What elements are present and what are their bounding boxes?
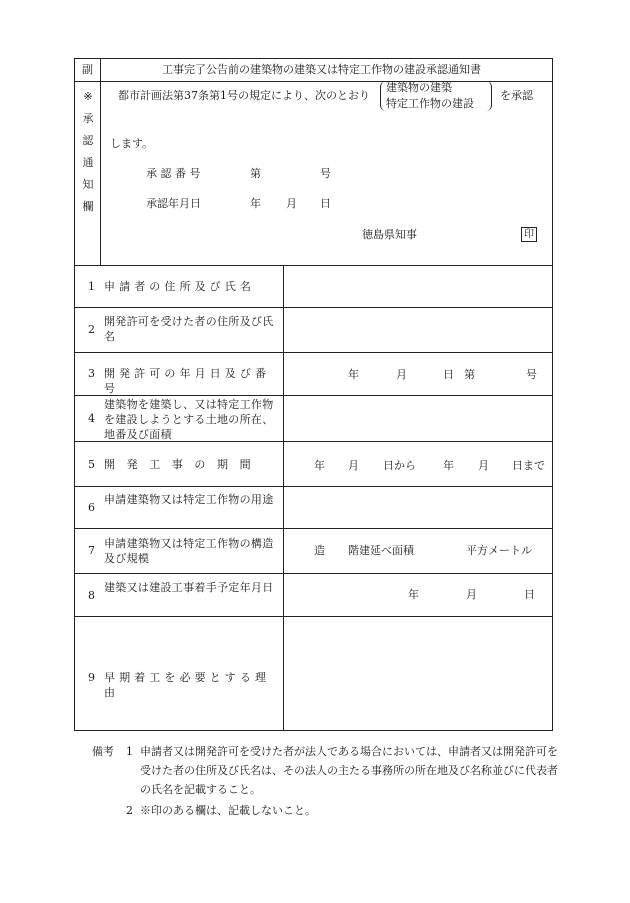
document-title: 工事完了公告前の建築物の建築又は特定工作物の建設承認通知書	[162, 63, 481, 76]
row-number: 3	[88, 367, 95, 380]
row-divider	[74, 307, 553, 308]
period-start-year: 年	[314, 459, 325, 472]
copy-mark: 副	[82, 63, 93, 76]
start-day: 日	[524, 588, 535, 601]
row-number: 6	[88, 501, 95, 514]
permit-year: 年	[348, 368, 359, 381]
row-number: 4	[88, 412, 95, 425]
notice-divider	[74, 265, 553, 266]
permit-month: 月	[396, 368, 407, 381]
approval-notice-side-label: ※ 承 認 通 知 欄	[82, 90, 94, 213]
label-column-divider	[283, 265, 284, 731]
start-year: 年	[408, 588, 419, 601]
row-label-work-period: 開 発 工 事 の 期 間	[104, 458, 251, 471]
row-number: 9	[88, 671, 95, 684]
notice-line1-suffix: を承認	[500, 89, 533, 102]
remark-text: 申請者又は開発許可を受けた者が法人である場合においては、申請者又は開発許可を受けた者の住所及び氏名は、その法人の主たる事務所の所在地及び名称並びに代表者の氏名を記載すること。	[140, 745, 558, 796]
row-number: 2	[88, 323, 95, 336]
issuer-name: 徳島県知事	[362, 228, 417, 241]
row-number: 7	[88, 544, 95, 557]
option-structure: 特定工作物の建設	[386, 97, 474, 110]
floor-area-label: 階建延べ面積	[348, 544, 414, 557]
approval-number-label: 承 認 番 号	[146, 167, 201, 180]
row-label-reason: 早 期 着 工 を 必 要 と す る 理 由	[104, 671, 267, 699]
approval-date-day: 日	[320, 197, 331, 210]
row-number: 8	[88, 589, 95, 602]
row-label-permit-holder: 開発許可を受けた者の住所及び氏名	[104, 315, 274, 343]
row-label-applicant: 申 請 者 の 住 所 及 び 氏 名	[104, 280, 252, 293]
option-building: 建築物の建築	[386, 81, 452, 94]
approval-date-year: 年	[250, 197, 261, 210]
approval-number-suffix: 号	[320, 167, 331, 180]
row-label-structure: 申請建築物又は特定工作物の構造及び規模	[104, 537, 274, 565]
row-divider	[74, 573, 553, 574]
area-unit: 平方メートル	[466, 544, 532, 557]
row-label-use: 申請建築物又は特定工作物の用途	[104, 493, 274, 506]
permit-number-prefix: 第	[464, 368, 475, 381]
row-number: 1	[88, 280, 95, 293]
row-divider	[74, 486, 553, 487]
row-divider	[74, 352, 553, 353]
row-number: 5	[88, 458, 95, 471]
row-divider	[74, 528, 553, 529]
row-divider	[74, 616, 553, 617]
remark-text: ※印のある欄は、記載しないこと。	[140, 804, 316, 817]
start-month: 月	[466, 588, 477, 601]
period-end-year: 年	[443, 459, 454, 472]
approval-number-prefix: 第	[250, 167, 261, 180]
seal-mark: 印	[521, 227, 537, 242]
period-start-month: 月	[348, 459, 359, 472]
row-label-land: 建築物を建築し、又は特定工作物を建設しようとする土地の所在、地番及び面積	[104, 398, 274, 441]
permit-day: 日	[443, 368, 454, 381]
row-label-start-date: 建築又は建設工事着手予定年月日	[104, 581, 274, 594]
row-label-permit-date: 開 発 許 可 の 年 月 日 及 び 番 号	[104, 367, 267, 395]
side-column-divider	[100, 58, 101, 265]
remark-number: 2	[126, 804, 133, 817]
period-start-day: 日から	[383, 459, 416, 472]
remark-number: 1	[126, 745, 133, 758]
notice-line1: 都市計画法第37条第1号の規定により、次のとおり	[118, 89, 370, 102]
period-end-month: 月	[478, 459, 489, 472]
period-end-day: 日まで	[512, 459, 545, 472]
permit-number-suffix: 号	[526, 368, 537, 381]
remarks-heading: 備考	[92, 745, 114, 758]
approval-date-month: 月	[286, 197, 297, 210]
notice-line2: します。	[110, 137, 154, 150]
approval-date-label: 承認年月日	[146, 197, 201, 210]
structure-type: 造	[314, 544, 325, 557]
